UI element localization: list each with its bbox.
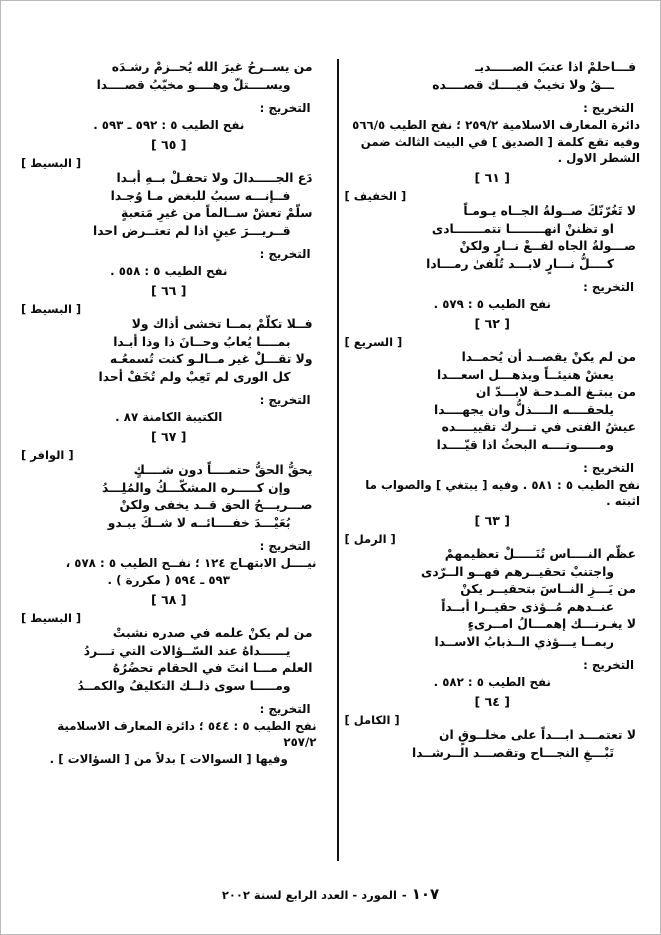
poem-number: [ ٦٦ ] [151, 283, 187, 298]
meter-label: [ الرمل ] [344, 532, 396, 546]
poem-entry [21, 300, 317, 444]
citation-line: وفيها [ السوالات ] بدلاً من [ السؤالات ] . [49, 752, 288, 766]
verse-line: يــــــداهُ عند السّــؤالات التي تـــردُ [83, 643, 291, 658]
verse-line: عيشُ الفتى في تـــرك تقييــــده [441, 420, 636, 434]
verse-line: واجتنبْ تحقيــرهم فهــو الــرّدى [421, 564, 614, 579]
verse-line: يحقُّ الحقُّ حتمــــاً دون شــــكٍ [133, 463, 313, 477]
footer-separator: - [401, 888, 407, 902]
poem-number: [ ٦٤ ] [474, 694, 510, 709]
meter-row [21, 300, 317, 316]
citation-line: الكتيبة الكامنة ٨٧ . [115, 410, 223, 424]
poem-number: [ ٦١ ] [474, 170, 510, 185]
meter-label: [ البسيط ] [21, 302, 82, 316]
takhrij-label: التخريج : [583, 101, 634, 115]
poem-number: [ ٦٥ ] [151, 137, 187, 152]
poem-entry [345, 711, 641, 762]
poem-entry [345, 187, 641, 331]
meter-row [345, 187, 641, 203]
meter-label: [ الوافر ] [21, 448, 74, 462]
verse-line: صـــولةُ الجاه لفــعْ نــارٍ ولكنْ [459, 239, 636, 253]
page-footer [1, 885, 660, 903]
page-columns [15, 59, 646, 859]
verse-line: دَع الجـــــدالَ ولا تحفـلْ بــهِ أبـدا [116, 171, 313, 185]
poem-entry [21, 609, 317, 767]
citation-line: نيــــل الابتهـاج ١٢٤ ؛ نفــح الطيب ٥ : ٥٧٨ ، [65, 556, 317, 570]
verse-line: ومـــــوتــــه البحثُ اذا قيّــــدا [436, 437, 614, 452]
meter-label: [ البسيط ] [21, 156, 82, 170]
verse-line: عنــدهم مُــؤذى حقيــرا أبــداً [441, 599, 614, 614]
poem-entry [345, 530, 641, 709]
verse-line: كــــلُّ نـــارٍ لابـــد تُلفىٰ رمـــادا [426, 256, 614, 271]
verse-line: فــإنـــه سببُ للبغض مـا وُجـدا [110, 188, 291, 203]
poem-entry [345, 59, 641, 185]
meter-label: [ البسيط ] [21, 611, 82, 625]
citation-line: نفح الطيب ٥ : ٥٨١ . وفيه [ يبتغي ] والصواب ما اثبته . [365, 478, 640, 508]
verse-line: من يَـــزِ النــاسَ بتحقيــر يكنْ [460, 582, 636, 596]
poem-number: [ ٦٣ ] [474, 513, 510, 528]
verse-line: من يســرحُ غيرَ الله يُحــزمْ رشـدَه [111, 60, 313, 74]
verse-line: من لم يكنْ علمه في صدره نشبتْ [112, 626, 313, 640]
verse-line: من يبتـغ المـدحـة لابـــدّ ان [475, 385, 636, 399]
verse-line: لا تَغُرّنّكَ صــولةُ الجــاه يـومـاً [463, 204, 636, 218]
verse-line: كل الورى لم تَعِبْ ولم تُخَفْ أحدا [98, 369, 291, 384]
verse-line: ويســــتلّ وهــــو مخيّبُ قصــــدا [96, 77, 291, 92]
citation-line: دائرة المعارف الاسلامية ٢٥٩/٢ ؛ نفح الطيب ٥٦٦/٥ [352, 118, 640, 132]
citation-line: نفح الطيب ٥ : ٥٨٢ . [433, 675, 551, 689]
poem-entry [21, 154, 317, 298]
verse-line: قــريـــرَ عينٍ اذا لم تعتــرض احدا [93, 223, 291, 238]
verse-line: يلحقــــه الــــذلُّ وان يجهــــدا [434, 402, 614, 417]
takhrij-label: التخريج : [259, 247, 311, 261]
verse-line: او تظننْ انهــــــــا تتمـــــــادى [431, 221, 614, 236]
verse-line: العلم مـــا انتَ في الحقام تحضُرُهُ [112, 661, 313, 675]
verse-line: لا تعتمـــد ابـــداً على مخلــوقٍ ان [438, 728, 636, 742]
meter-label: [ السريع ] [344, 335, 403, 349]
left-column [15, 59, 331, 859]
citation-line: نفح الطيب ٥ : ٥٧٩ . [433, 297, 551, 311]
poem-number: [ ٦٧ ] [151, 429, 187, 444]
meter-label: [ الكامل ] [344, 713, 400, 727]
takhrij-label: التخريج : [259, 393, 311, 407]
meter-row [345, 530, 641, 546]
takhrij-label: التخريج : [259, 539, 311, 553]
poem-number: [ ٦٢ ] [474, 316, 510, 331]
journal-info: المورد - العدد الرابع لسنة ٢٠٠٢ [221, 888, 397, 902]
verse-line: فــلا تكلّمْ بمــا تخشى أذاك ولا [131, 317, 313, 331]
right-column [331, 59, 647, 859]
meter-label: [ الخفيف ] [344, 189, 407, 203]
takhrij-label: التخريج : [583, 280, 634, 294]
citation-line: نفح الطيب ٥ : ٥٩٢ ـ ٥٩٣ . [93, 118, 245, 132]
verse-line: بمــــا يُعابُ وحــانَ ذا وذا أبـدا [113, 334, 291, 349]
meter-row [21, 154, 317, 170]
verse-line: صـــريـــحُ الحق قــد يخفى ولكنْ [119, 498, 313, 512]
verse-line: وإن كـــــره المشكّـــكُ والمُلِـــدُ [101, 480, 291, 495]
verse-line: من لم يكنْ يقصــد أن يُحمــدا [461, 350, 636, 364]
verse-line: لا يغـرنـــك إهمـــالُ امــرىءٍ [467, 617, 636, 631]
verse-line: ـــقُ ولا تخيبْ فيــــك قصــــده [432, 77, 614, 92]
verse-line: ومـــــا سوى ذلــك التكليفُ والكمــدُ [77, 678, 291, 693]
verse-line: ولا تقـــلْ غير مــالـو كنت تُسمعُـه [109, 352, 313, 366]
meter-row [21, 446, 317, 462]
takhrij-label: التخريج : [259, 101, 311, 115]
poem-entry [21, 59, 317, 152]
takhrij-label: التخريج : [583, 461, 634, 475]
citation-line: نفح الطيب ٥ : ٥٥٨ . [110, 264, 228, 278]
verse-line: ربمــا يـــؤذي الــذبابُ الاســدا [434, 634, 614, 649]
verse-line: تَبْـــغِ النجـــاح وتقصـــد الــرشــدا [412, 745, 614, 760]
verse-line: فـــاحلمْ اذا عتبَ الصـــــديـ [475, 60, 636, 74]
verse-line: بُعَيْـــدَ خفــــائــه لا شــكَ يبـدو [107, 515, 291, 530]
citation-line: ٥٩٣ ـ ٥٩٤ ( مكررة ) . [107, 573, 230, 587]
poem-number: [ ٦٨ ] [151, 592, 187, 607]
verse-line: سلّمْ تعشْ ســالماً من غيرِ مَتعبةٍ [121, 206, 313, 220]
citation-line: وفيه تقع كلمة [ الصديق ] في البيت الثالث ضمن الشطر الاول . [360, 135, 640, 165]
page-number: ١٠٧ [411, 885, 440, 903]
meter-row [21, 609, 317, 625]
verse-line: عظّم النــــاس تُنَـــــلْ تعظيمهمْ [444, 547, 636, 561]
citation-line: نفح الطيب ٥ : ٥٤٤ ؛ دائرة المعارف الاسلامية ٢٥٧/٢ [57, 719, 317, 749]
meter-row [345, 711, 641, 727]
takhrij-label: التخريج : [583, 658, 634, 672]
meter-row [345, 333, 641, 349]
poem-entry [21, 446, 317, 607]
takhrij-label: التخريج : [259, 702, 311, 716]
verse-line: يعشْ هنيئــاً ويذهـــل اسعـــدا [436, 367, 614, 382]
poem-entry [345, 333, 641, 528]
